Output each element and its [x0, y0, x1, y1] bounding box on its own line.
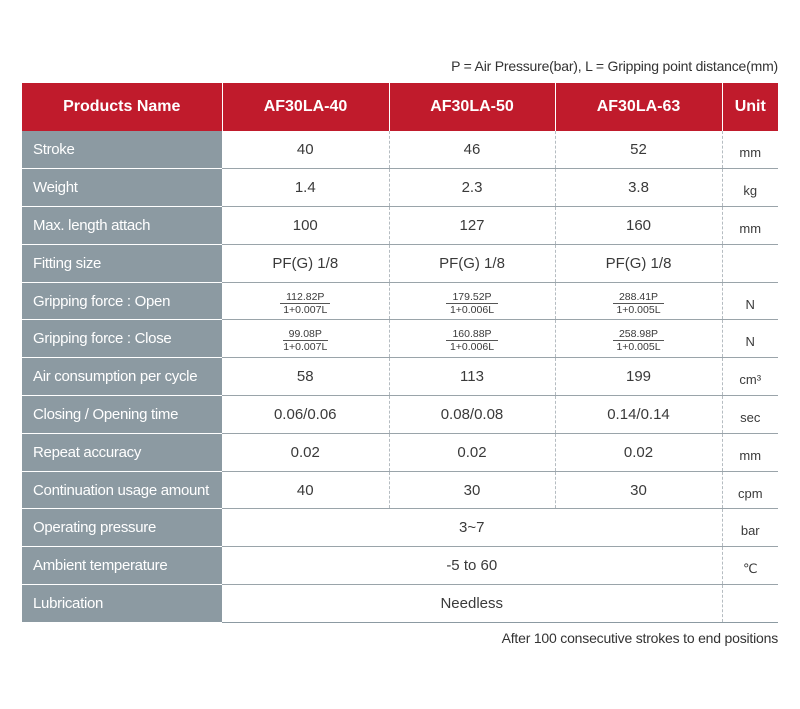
- row-closing-opening-time: [22, 396, 778, 434]
- row-ambient-temperature: [22, 547, 778, 585]
- cell-formula: [389, 320, 555, 358]
- cell-value: 30: [389, 471, 555, 509]
- header-row: [22, 83, 778, 131]
- cell-unit: N: [722, 282, 778, 320]
- cell-value: PF(G) 1/8: [555, 244, 722, 282]
- cell-value-span: -5 to 60: [222, 547, 722, 585]
- row-label: Repeat accuracy: [22, 433, 222, 471]
- cell-formula: [555, 282, 722, 320]
- row-repeat-accuracy: [22, 433, 778, 471]
- fraction: [610, 291, 666, 316]
- cell-value-span: 3~7: [222, 509, 722, 547]
- fraction: [277, 328, 333, 353]
- cell-unit: ℃: [722, 547, 778, 585]
- cell-value: 3.8: [555, 169, 722, 207]
- row-label: Air consumption per cycle: [22, 358, 222, 396]
- cell-value: 40: [222, 471, 389, 509]
- cell-value: 2.3: [389, 169, 555, 207]
- row-lubrication: [22, 585, 778, 623]
- row-label: Ambient temperature: [22, 547, 222, 585]
- fraction: [610, 328, 666, 353]
- cell-value: 0.06/0.06: [222, 396, 389, 434]
- fraction-denominator: 1+0.005L: [616, 341, 661, 354]
- row-label: Continuation usage amount: [22, 471, 222, 509]
- header-products-name: Products Name: [22, 83, 222, 131]
- cell-unit: kg: [722, 169, 778, 207]
- row-label: Closing / Opening time: [22, 396, 222, 434]
- cell-unit: [722, 244, 778, 282]
- fraction-denominator: 1+0.007L: [283, 341, 328, 354]
- legend-note: P = Air Pressure(bar), L = Gripping point distance(mm): [451, 58, 778, 74]
- header-unit: Unit: [722, 83, 778, 131]
- header-model-63: AF30LA-63: [555, 83, 722, 131]
- fraction-numerator: 179.52P: [446, 291, 497, 304]
- fraction-denominator: 1+0.006L: [449, 303, 495, 316]
- cell-value: 0.14/0.14: [555, 396, 722, 434]
- cell-value: 127: [389, 207, 555, 245]
- cell-value: 0.02: [555, 433, 722, 471]
- cell-unit: bar: [722, 509, 778, 547]
- fraction-numerator: 258.98P: [613, 328, 664, 341]
- row-grip-close: [22, 320, 778, 358]
- fraction: [444, 328, 500, 353]
- cell-unit: mm: [722, 433, 778, 471]
- fraction-numerator: 99.08P: [283, 328, 328, 341]
- cell-value: 0.02: [389, 433, 555, 471]
- cell-value: 1.4: [222, 169, 389, 207]
- cell-value: 160: [555, 207, 722, 245]
- cell-formula: [389, 282, 555, 320]
- cell-value: 0.02: [222, 433, 389, 471]
- row-label: Stroke: [22, 131, 222, 169]
- row-max-length: [22, 207, 778, 245]
- row-continuation-usage: [22, 471, 778, 509]
- cell-formula: [222, 282, 389, 320]
- fraction-numerator: 288.41P: [613, 291, 664, 304]
- fraction: [444, 291, 500, 316]
- cell-value: 52: [555, 131, 722, 169]
- fraction-denominator: 1+0.006L: [449, 341, 495, 354]
- cell-value: 113: [389, 358, 555, 396]
- header-model-40: AF30LA-40: [222, 83, 389, 131]
- row-label: Operating pressure: [22, 509, 222, 547]
- header-model-50: AF30LA-50: [389, 83, 555, 131]
- cell-unit: [722, 585, 778, 623]
- fraction-denominator: 1+0.005L: [616, 303, 661, 316]
- cell-value: PF(G) 1/8: [222, 244, 389, 282]
- cell-value: 58: [222, 358, 389, 396]
- row-label: Weight: [22, 169, 222, 207]
- row-fitting-size: [22, 244, 778, 282]
- row-weight: [22, 169, 778, 207]
- fraction-numerator: 112.82P: [280, 291, 330, 304]
- cell-formula: [555, 320, 722, 358]
- cell-value: 0.08/0.08: [389, 396, 555, 434]
- cell-value: 30: [555, 471, 722, 509]
- cell-value: PF(G) 1/8: [389, 244, 555, 282]
- cell-unit: mm: [722, 131, 778, 169]
- row-air-consumption: [22, 358, 778, 396]
- cell-value: 100: [222, 207, 389, 245]
- cell-unit: N: [722, 320, 778, 358]
- cell-unit: sec: [722, 396, 778, 434]
- row-label: Lubrication: [22, 585, 222, 623]
- row-operating-pressure: [22, 509, 778, 547]
- cell-unit: mm: [722, 207, 778, 245]
- row-grip-open: [22, 282, 778, 320]
- cell-unit: cm³: [722, 358, 778, 396]
- row-stroke: [22, 131, 778, 169]
- cell-value: 46: [389, 131, 555, 169]
- spec-table: [22, 83, 778, 623]
- fraction: [277, 291, 333, 316]
- row-label: Fitting size: [22, 244, 222, 282]
- cell-unit: cpm: [722, 471, 778, 509]
- row-label: Gripping force : Close: [22, 320, 222, 358]
- cell-value-span: Needless: [222, 585, 722, 623]
- fraction-denominator: 1+0.007L: [283, 303, 328, 316]
- cell-value: 40: [222, 131, 389, 169]
- footnote: After 100 consecutive strokes to end positions: [501, 630, 778, 646]
- row-label: Gripping force : Open: [22, 282, 222, 320]
- fraction-numerator: 160.88P: [446, 328, 497, 341]
- cell-formula: [222, 320, 389, 358]
- cell-value: 199: [555, 358, 722, 396]
- row-label: Max. length attach: [22, 207, 222, 245]
